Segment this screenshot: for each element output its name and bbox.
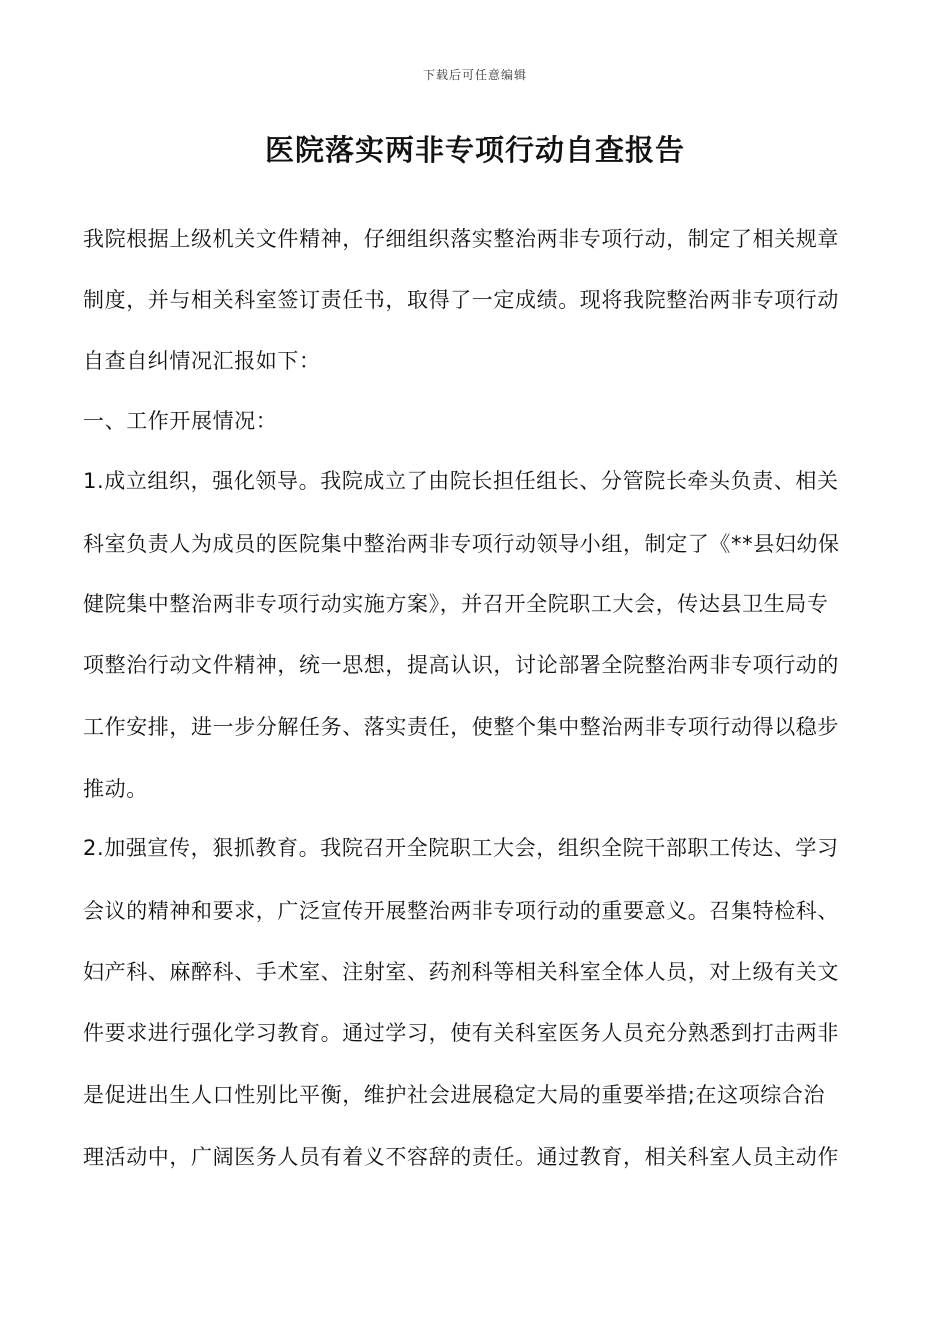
section-heading: 一、工作开展情况： xyxy=(83,409,278,433)
body-line: 科室负责人为成员的医院集中整治两非专项行动领导小组，制定了《**县妇幼保 xyxy=(83,532,840,556)
body-line: 推动。 xyxy=(83,777,148,801)
body-line: 项整治行动文件精神，统一思想，提高认识，讨论部署全院整治两非专项行动的 xyxy=(83,653,839,677)
body-line: 是促进出生人口性别比平衡，维护社会进展稳定大局的重要举措;在这项综合治 xyxy=(83,1083,826,1107)
body-line: 我院根据上级机关文件精神，仔细组织落实整治两非专项行动，制定了相关规章 xyxy=(83,227,839,251)
body-line: 妇产科、麻醉科、手术室、注射室、药剂科等相关科室全体人员，对上级有关文 xyxy=(83,960,839,984)
body-line: 件要求进行强化学习教育。通过学习，使有关科室医务人员充分熟悉到打击两非 xyxy=(83,1021,839,1045)
body-line: 2.加强宣传，狠抓教育。我院召开全院职工大会，组织全院干部职工传达、学习 xyxy=(83,836,839,860)
body-line: 1.成立组织，强化领导。我院成立了由院长担任组长、分管院长牵头负责、相关 xyxy=(83,469,839,493)
body-line: 制度，并与相关科室签订责任书，取得了一定成绩。现将我院整治两非专项行动 xyxy=(83,288,839,312)
body-line: 工作安排，进一步分解任务、落实责任，使整个集中整治两非专项行动得以稳步 xyxy=(83,715,839,739)
body-line: 会议的精神和要求，广泛宣传开展整治两非专项行动的重要意义。召集特检科、 xyxy=(83,899,839,923)
body-line: 理活动中，广阔医务人员有着义不容辞的责任。通过教育，相关科室人员主动作 xyxy=(83,1145,839,1169)
header-note: 下载后可任意编辑 xyxy=(422,68,527,82)
body-line: 自查自纠情况汇报如下： xyxy=(83,349,321,373)
document-title: 医院落实两非专项行动自查报告 xyxy=(264,133,685,167)
body-line: 健院集中整治两非专项行动实施方案》，并召开全院职工大会，传达县卫生局专 xyxy=(83,592,829,616)
